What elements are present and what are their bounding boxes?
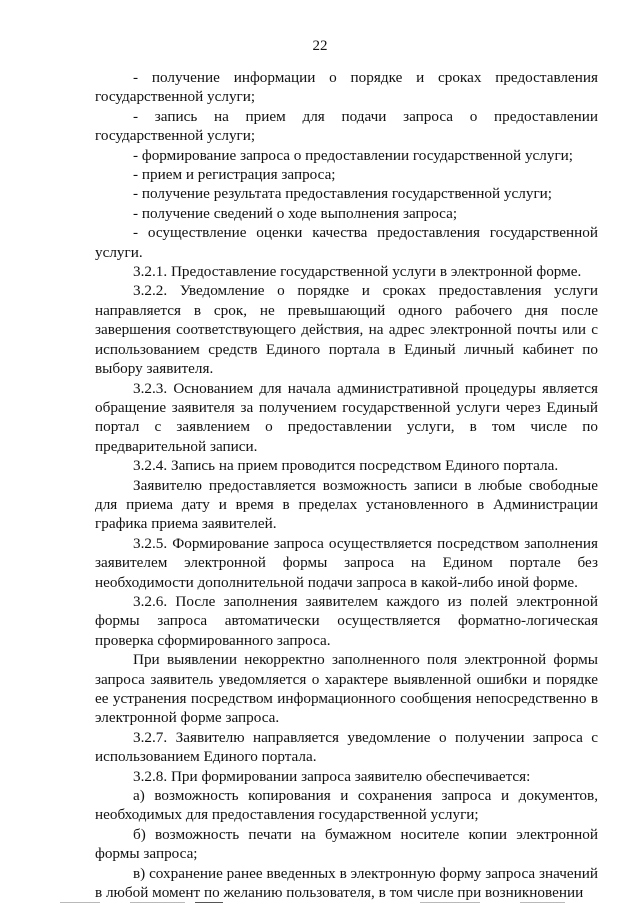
scan-mark	[60, 902, 100, 903]
list-item: а) возможность копирования и сохранения запроса и документов, необходимых для предоставления государственной услуги;	[95, 787, 598, 824]
list-item: - прием и регистрация запроса;	[133, 166, 336, 184]
paragraph: При выявлении некорректно заполненного поля электронной формы запроса заявитель уведомляется о характере выявленной ошибки и порядке ее устранения посредством информационного сообщения непосредственно в электронной форме запроса.	[95, 651, 598, 727]
scan-mark	[520, 902, 565, 903]
scan-mark	[420, 902, 480, 903]
scan-edge-artifacts	[0, 895, 640, 905]
paragraph: 3.2.2. Уведомление о порядке и сроках предоставления услуги направляется в срок, не превышающий одного рабочего дня после завершения соответствующего действия, на адрес электронной почты или с использованием средств Единого портала в Единый личный кабинет по выбору заявителя.	[95, 282, 598, 378]
paragraph: 3.2.3. Основанием для начала административной процедуры является обращение заявителя за получением государственной услуги через Единый портал с заявлением о предоставлении услуги, в том числе по предварительной записи.	[95, 379, 598, 455]
scan-mark	[195, 902, 223, 903]
paragraph: 3.2.1. Предоставление государственной услуги в электронной форме.	[133, 263, 582, 281]
paragraph: 3.2.7. Заявителю направляется уведомление о получении запроса с использованием Единого портала.	[95, 728, 598, 766]
list-item: - осуществление оценки качества предоставления государственной услуги.	[95, 224, 598, 261]
paragraph: 3.2.5. Формирование запроса осуществляется посредством заполнения заявителем электронной формы запроса на Едином портале без необходимости дополнительной подачи запроса в какой-либо иной форме.	[95, 534, 598, 591]
list-item: - запись на прием для подачи запроса о предоставлении государственной услуги;	[95, 107, 598, 145]
list-item: б) возможность печати на бумажном носителе копии электронной формы запроса;	[95, 825, 598, 863]
list-item: - формирование запроса о предоставлении государственной услуги;	[133, 146, 574, 164]
paragraph: 3.2.4. Запись на прием проводится посредством Единого портала.	[133, 457, 559, 475]
paragraph: 3.2.8. При формировании запроса заявителю обеспечивается:	[133, 767, 531, 785]
list-item: - получение результата предоставления государственной услуги;	[133, 185, 553, 203]
paragraph: 3.2.6. После заполнения заявителем каждого из полей электронной формы запроса автоматически осуществляется форматно-логическая проверка сформированного запроса.	[95, 592, 598, 649]
page-number: 22	[312, 38, 328, 54]
paragraph: Заявителю предоставляется возможность записи в любые свободные для приема дату и время в пределах установленного в Администрации графика приема заявителей.	[95, 476, 598, 533]
list-item: в) сохранение ранее введенных в электронную форму запроса значений в любой момент по желанию пользователя, в том числе при возникновении	[95, 864, 598, 902]
document-body	[95, 68, 598, 902]
list-item: - получение сведений о ходе выполнения запроса;	[133, 204, 458, 222]
scan-mark	[130, 902, 185, 903]
list-item: - получение информации о порядке и сроках предоставления государственной услуги;	[95, 69, 598, 106]
